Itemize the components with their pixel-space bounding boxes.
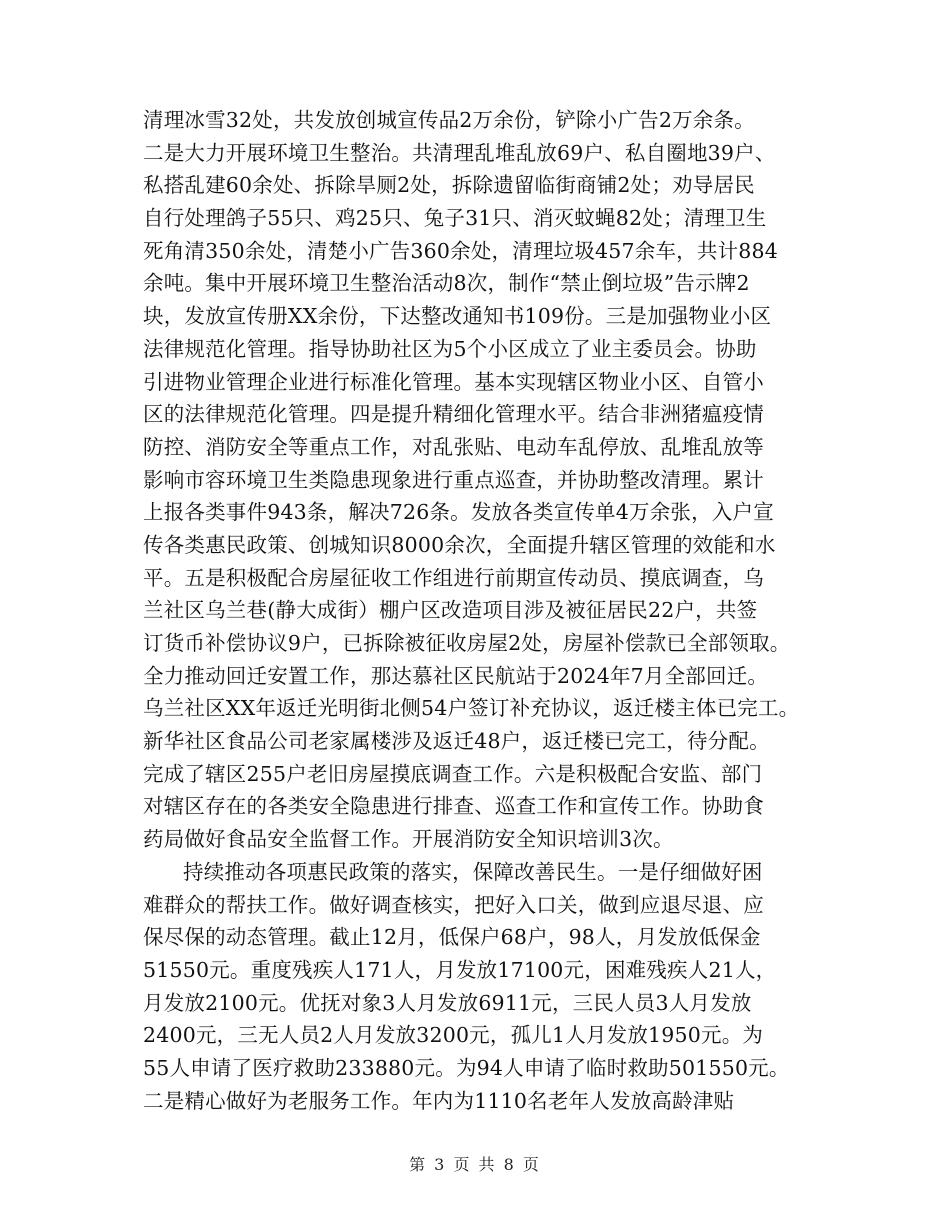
text-line: 传各类惠民政策、创城知识8000余次，全面提升辖区管理的效能和水 xyxy=(143,532,776,557)
text-line: 余吨。集中开展环境卫生整治活动8次，制作“禁止倒垃圾”告示牌2 xyxy=(143,271,750,296)
text-line: 二是大力开展环境卫生整治。共清理乱堆乱放69户、私自圈地39户、 xyxy=(143,140,776,165)
text-line: 难群众的帮扶工作。做好调查核实，把好入口关，做到应退尽退、应 xyxy=(143,892,764,917)
text-line: 新华社区食品公司老家属楼涉及返迁48户，返迁楼已完工，待分配。 xyxy=(143,729,770,754)
text-line: 防控、消防安全等重点工作，对乱张贴、电动车乱停放、乱堆乱放等 xyxy=(143,434,764,459)
text-line: 持续推动各项惠民政策的落实，保障改善民生。一是仔细做好困 xyxy=(183,859,763,884)
body-text xyxy=(143,104,833,1117)
text-line: 保尽保的动态管理。截止12月，低保户68户，98人，月发放低保金 xyxy=(143,925,761,950)
text-line: 影响市容环境卫生类隐患现象进行重点巡查，并协助整改清理。累计 xyxy=(143,467,764,492)
text-line: 私搭乱建60余处、拆除旱厕2处，拆除遗留临街商铺2处；劝导居民 xyxy=(143,173,755,198)
text-line: 法律规范化管理。指导协助社区为5个小区成立了业主委员会。协助 xyxy=(143,336,757,361)
text-line: 上报各类事件943条，解决726条。发放各类宣传单4万余张，入户宣 xyxy=(143,500,774,525)
text-line: 乌兰社区XX年返迁光明街北侧54户签订补充协议，返迁楼主体已完工。 xyxy=(143,696,800,721)
text-line: 区的法律规范化管理。四是提升精细化管理水平。结合非洲猪瘟疫情 xyxy=(143,402,764,427)
text-line: 死角清350余处，清楚小广告360余处，清理垃圾457余车，共计884 xyxy=(143,238,779,263)
text-line: 二是精心做好为老服务工作。年内为1110名老年人发放高龄津贴 xyxy=(143,1088,735,1113)
page-footer: 第 3 页 共 8 页 xyxy=(409,1155,541,1174)
text-line: 药局做好食品安全监督工作。开展消防安全知识培训3次。 xyxy=(143,827,674,852)
text-line: 清理冰雪32处，共发放创城宣传品2万余份，铲除小广告2万余条。 xyxy=(143,108,755,132)
text-line: 平。五是积极配合房屋征收工作组进行前期宣传动员、摸底调查，乌 xyxy=(143,565,764,590)
text-line: 引进物业管理企业进行标准化管理。基本实现辖区物业小区、自管小 xyxy=(143,369,764,394)
text-line: 51550元。重度残疾人171人，月发放17100元，困难残疾人21人， xyxy=(143,957,777,982)
text-line: 完成了辖区255户老旧房屋摸底调查工作。六是积极配合安监、部门 xyxy=(143,761,763,786)
text-line: 订货币补偿协议9户，已拆除被征收房屋2处，房屋补偿款已全部领取。 xyxy=(143,631,791,655)
text-line: 兰社区乌兰巷(静大成街）棚户区改造项目涉及被征居民22户，共签 xyxy=(143,598,758,623)
text-line: 2400元，三无人员2人月发放3200元，孤儿1人月发放1950元。为 xyxy=(143,1023,764,1048)
text-line: 对辖区存在的各类安全隐患进行排查、巡查工作和宣传工作。协助食 xyxy=(143,794,764,819)
text-line: 全力推动回迁安置工作，那达慕社区民航站于2024年7月全部回迁。 xyxy=(143,663,769,688)
text-line: 月发放2100元。优抚对象3人月发放6911元，三民人员3人月发放 xyxy=(143,990,752,1015)
text-line: 自行处理鸽子55只、鸡25只、兔子31只、消灭蚊蝇82处；清理卫生 xyxy=(143,206,767,231)
text-line: 块，发放宣传册XX余份，下达整改通知书109份。三是加强物业小区 xyxy=(143,304,772,329)
text-line: 55人申请了医疗救助233880元。为94人申请了临时救助501550元。 xyxy=(143,1055,790,1080)
